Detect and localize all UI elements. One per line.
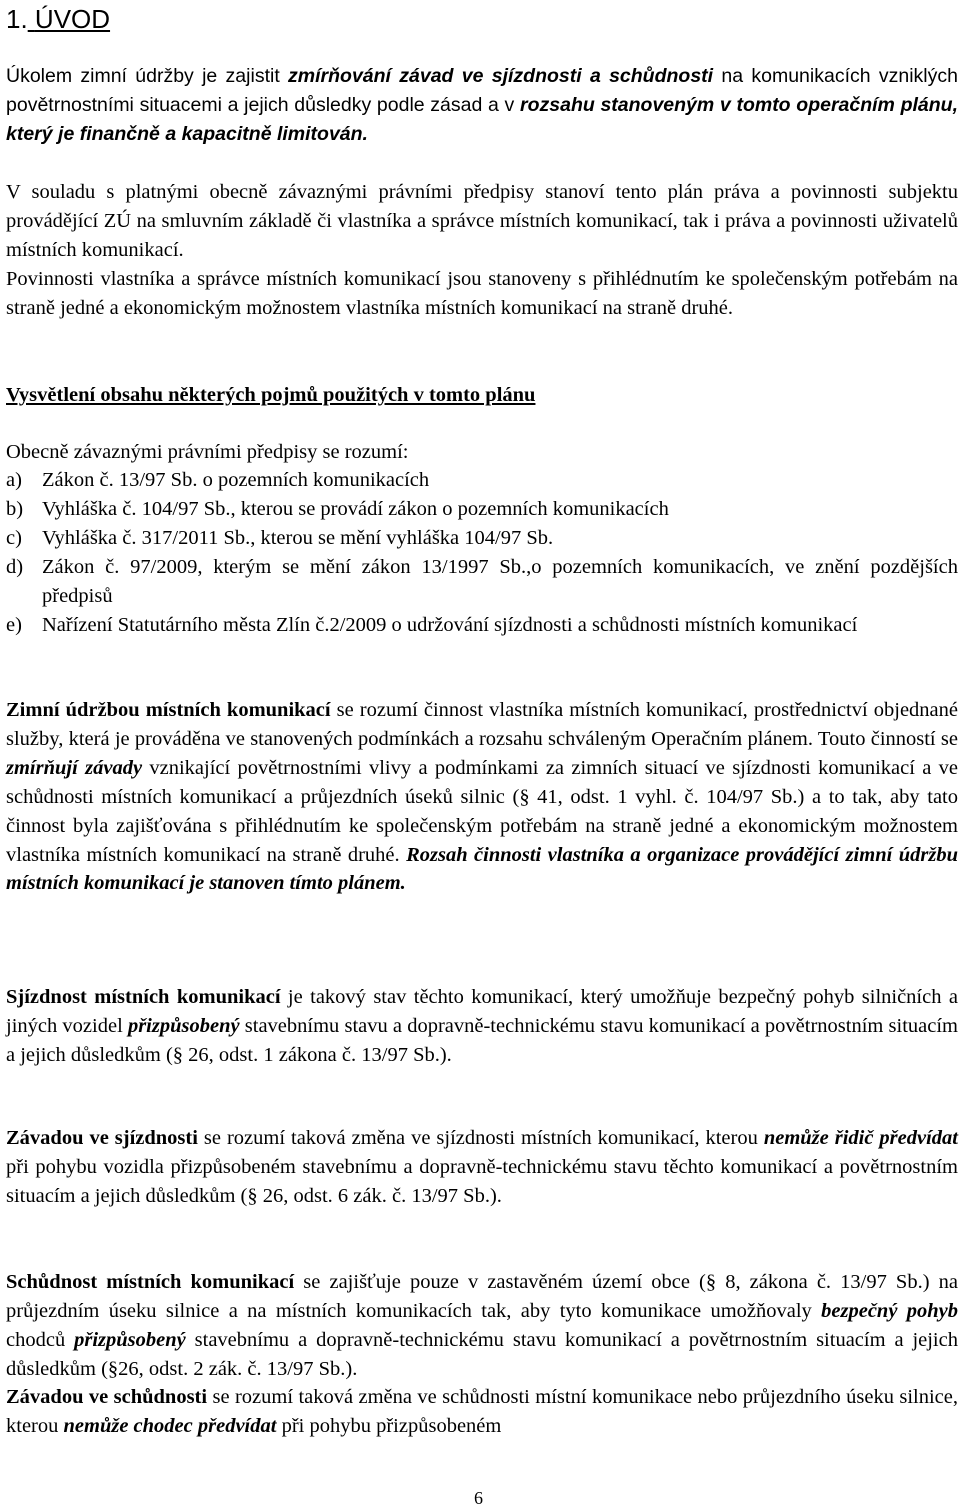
page-number: 6 xyxy=(474,1488,483,1508)
section-number: 1. xyxy=(6,4,28,34)
walk-defect-definition: Závadou ve schůdnosti se rozumí taková změna ve schůdnosti místní komunikace nebo průjezdního úseku silnice, kterou nemůže chodec předvídat při pohybu přizpůsobeném xyxy=(6,1386,958,1437)
subheading: Vysvětlení obsahu některých pojmů použitých v tomto plánu xyxy=(6,384,536,406)
intro-paragraph: Úkolem zimní údržby je zajistit zmírňování závad ve sjízdnosti a schůdnosti na komunikacích vzniklých povětrnostními situacemi a jejich důsledky podle zásad a v rozsahu stanoveným v tomto operačním plánu, který je finančně a kapacitně limitován. xyxy=(6,65,958,145)
walkability-definition: Schůdnost místních komunikací se zajišťuje pouze v zastavěném území obce (§ 8, zákona č. 13/97 Sb.) na průjezdním úseku silnice a na místních komunikacích tak, aby tyto komunikace umožňovaly bezpečný pohyb chodců přizpůsobený stavebnímu a dopravně-technickému stavu komunikací a povětrnostním situacím a jejich důsledkům (§26, odst. 2 zák. č. 13/97 Sb.). xyxy=(6,1271,959,1380)
regs-intro: Obecně závaznými právními předpisy se rozumí: xyxy=(6,441,409,463)
passability-definition: Sjízdnost místních komunikací je takový stav těchto komunikací, který umožňuje bezpečný pohyb silničních a jiných vozidel přizpůsobený stavebnímu stavu a dopravně-technickému stavu komunikací a povětrnostním situacím a jejich důsledkům (§ 26, odst. 1 zákona č. 13/97 Sb.). xyxy=(6,986,958,1066)
section-heading xyxy=(6,4,110,35)
road-defect-definition: Závadou ve sjízdnosti se rozumí taková změna ve sjízdnosti místních komunikací, kterou nemůže řidič předvídat při pohybu vozidla přizpůsobeném stavebnímu a dopravně-technickému stavu těchto komunikací a povětrnostním situacím a jejich důsledkům (§ 26, odst. 6 zák. č. 13/97 Sb.). xyxy=(6,1127,958,1207)
section-title: ÚVOD xyxy=(34,4,111,34)
list-item: a) Zákon č. 13/97 Sb. o pozemních komunikacích xyxy=(6,469,430,491)
list-item: e) Nařízení Statutárního města Zlín č.2/2009 o udržování sjízdnosti a schůdnosti místních komunikací xyxy=(6,613,858,636)
list-item: d) Zákon č. 97/2009, kterým se mění zákon 13/1997 Sb.,o pozemních komunikacích, ve znění pozdějších předpisů xyxy=(6,555,958,607)
regulations-list xyxy=(6,466,958,639)
winter-maintenance-definition: Zimní údržbou místních komunikací se rozumí činnost vlastníka místních komunikací, prostřednictví objednané služby, která je prováděna ve stanovených podmínkách a rozsahu schváleným Operačním plánem. Touto činností se zmírňují závady vznikající povětrnostními vlivy a podmínkami za zimních situací ve sjízdnosti komunikací a ve schůdnosti místních komunikací a průjezdních úseků silnic (§ 41, odst. 1 vyhl. č. 104/97 Sb.) a to tak, aby tato činnost byla zajišťována s přihlédnutím ke společenským potřebám na straně jedné a ekonomickým možnostem vlastníka místních komunikací na straně druhé. Rozsah činnosti vlastníka a organizace provádějící zimní údržbu místních komunikací je stanoven tímto plánem. xyxy=(6,699,958,895)
list-item: c) Vyhláška č. 317/2011 Sb., kterou se mění vyhláška 104/97 Sb. xyxy=(6,526,554,549)
duties-paragraph: Povinnosti vlastníka a správce místních komunikací jsou stanoveny s přihlédnutím ke společenským potřebám na straně jedné a ekonomickým možnostem vlastníka místních komunikací na straně druhé. xyxy=(6,268,958,319)
rights-paragraph: V souladu s platnými obecně závaznými právními předpisy stanoví tento plán práva a povinnosti subjektu provádějící ZÚ na smluvním základě či vlastníka a správce místních komunikací, tak i práva a povinnosti uživatelů místních komunikací. xyxy=(6,181,958,261)
list-item: b) Vyhláška č. 104/97 Sb., kterou se provádí zákon o pozemních komunikacích xyxy=(6,497,669,520)
